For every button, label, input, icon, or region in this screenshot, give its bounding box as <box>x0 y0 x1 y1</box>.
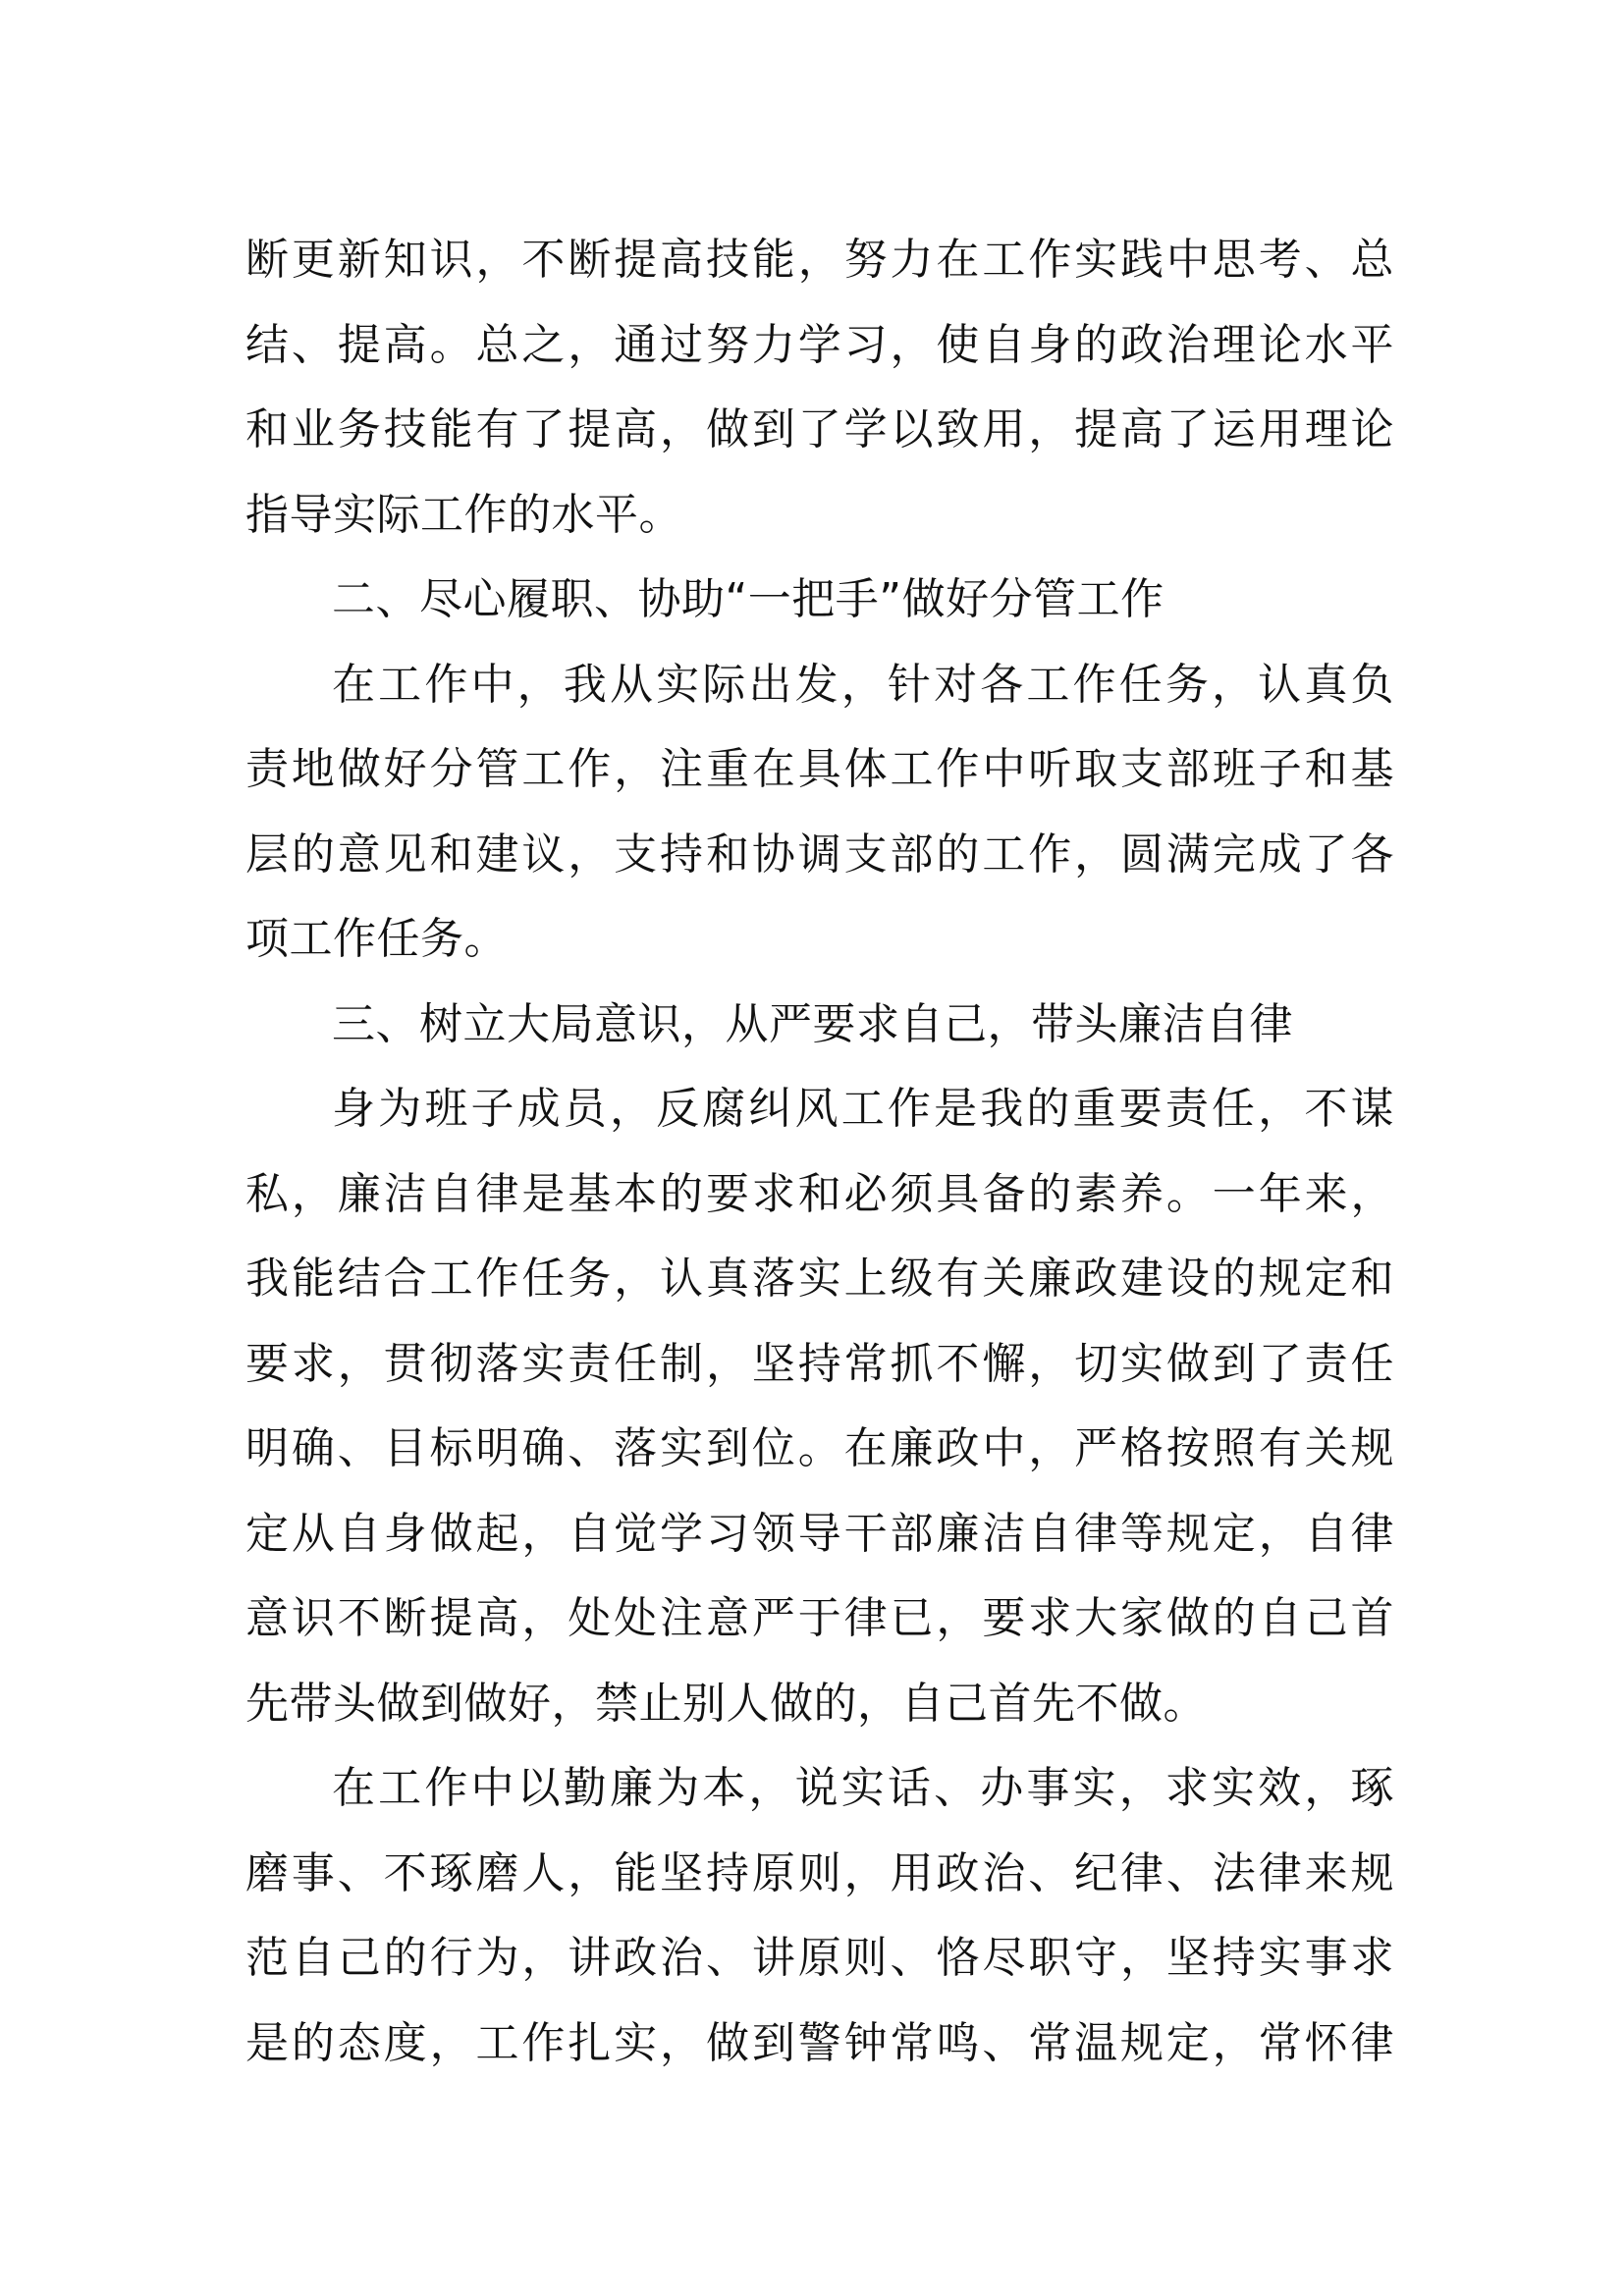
section-heading: 二、尽心履职、协助“一把手”做好分管工作 <box>332 574 1164 624</box>
text-line: 要求，贯彻落实责任制，坚持常抓不懈，切实做到了责任 <box>245 1338 1394 1389</box>
text-line: 断更新知识，不断提高技能，努力在工作实践中思考、总 <box>245 235 1394 285</box>
text-line: 和业务技能有了提高，做到了学以致用，提高了运用理论 <box>245 404 1394 454</box>
text-line: 结、提高。总之，通过努力学习，使自身的政治理论水平 <box>245 319 1394 370</box>
text-line: 我能结合工作任务，认真落实上级有关廉政建设的规定和 <box>245 1254 1394 1304</box>
text-line: 在工作中以勤廉为本，说实话、办事实，求实效，琢 <box>332 1763 1394 1813</box>
text-line: 责地做好分管工作，注重在具体工作中听取支部班子和基 <box>245 744 1394 794</box>
document-body <box>245 218 1394 2086</box>
text-line: 指导实际工作的水平。 <box>245 489 682 540</box>
text-line: 先带头做到做好，禁止别人做的，自己首先不做。 <box>245 1678 1207 1729</box>
section-heading: 三、树立大局意识，从严要求自己，带头廉洁自律 <box>332 998 1293 1049</box>
text-line: 身为班子成员，反腐纠风工作是我的重要责任，不谋 <box>332 1084 1394 1134</box>
text-line: 项工作任务。 <box>245 914 508 964</box>
text-line: 私，廉洁自律是基本的要求和必须具备的素养。一年来， <box>245 1168 1394 1219</box>
text-line: 在工作中，我从实际出发，针对各工作任务，认真负 <box>332 659 1394 710</box>
text-line: 层的意见和建议，支持和协调支部的工作，圆满完成了各 <box>245 828 1394 880</box>
text-line: 是的态度，工作扎实，做到警钟常鸣、常温规定，常怀律 <box>245 2017 1394 2068</box>
text-line: 明确、目标明确、落实到位。在廉政中，严格按照有关规 <box>245 1423 1394 1473</box>
text-line: 意识不断提高，处处注意严于律已，要求大家做的自己首 <box>245 1593 1394 1643</box>
text-line: 定从自身做起，自觉学习领导干部廉洁自律等规定，自律 <box>245 1508 1394 1559</box>
text-line: 磨事、不琢磨人，能坚持原则，用政治、纪律、法律来规 <box>245 1847 1394 1898</box>
text-line: 范自己的行为，讲政治、讲原则、恪尽职守，坚持实事求 <box>245 1933 1394 1983</box>
